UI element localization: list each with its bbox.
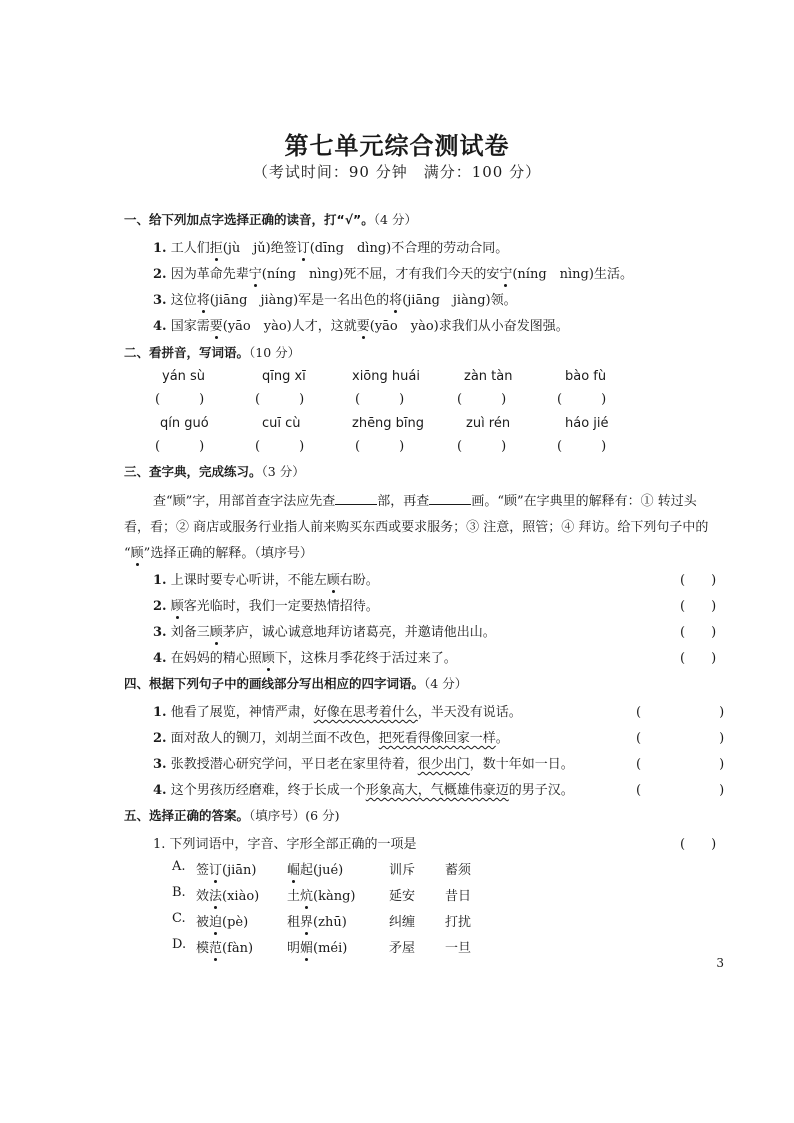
section-2-score: （10 分） bbox=[249, 345, 301, 360]
pinyin-prompt: yán sù bbox=[162, 369, 206, 384]
dotted-char: 订 bbox=[297, 237, 310, 256]
answer-blank[interactable]: ( ) bbox=[457, 439, 507, 454]
dotted-char: 订 bbox=[209, 859, 222, 878]
option-c-word-4: 打扰 bbox=[445, 915, 472, 930]
section-4-heading bbox=[124, 674, 467, 692]
pinyin-choice[interactable]: (jiāng jiàng)领。 bbox=[402, 293, 517, 308]
section-4-title: 四、根据下列句子中的画线部分写出相应的四字词语。 bbox=[124, 676, 425, 691]
text: 效 bbox=[196, 889, 210, 904]
answer-paren[interactable]: ( ) bbox=[636, 731, 725, 746]
answer-paren[interactable]: ( ) bbox=[680, 573, 717, 588]
text: (jiān) bbox=[222, 863, 257, 878]
text: ，数十年如一日。 bbox=[469, 757, 574, 772]
s3-paragraph-line-2: 看，看；② 商店或服务行业指人前来购买东西或要求服务；③ 注意，照管；④ 拜访。给下列句子中的 bbox=[124, 520, 709, 535]
text: 张教授潜心研究学问，平日老在家里待着， bbox=[170, 757, 418, 772]
question-number: 3. bbox=[153, 293, 167, 308]
stroke-count-blank[interactable] bbox=[429, 492, 471, 505]
section-4-score: （4 分） bbox=[424, 676, 468, 691]
question-number: 2. bbox=[153, 731, 167, 746]
answer-paren[interactable]: ( ) bbox=[636, 757, 725, 772]
dotted-char: 炕 bbox=[300, 885, 313, 904]
underlined-phrase: 把死看得像回家一样 bbox=[378, 731, 496, 746]
text: (fàn) bbox=[222, 941, 254, 956]
pinyin-choice[interactable]: (jù jǔ)绝签 bbox=[222, 241, 297, 256]
dotted-char: 范 bbox=[209, 937, 222, 956]
text: (zhū) bbox=[313, 915, 347, 930]
answer-blank[interactable]: ( ) bbox=[155, 439, 205, 454]
underlined-phrase: 很少出门 bbox=[417, 757, 470, 772]
option-a-word-4: 蓄须 bbox=[445, 863, 472, 878]
text: 因为革命先辈 bbox=[170, 267, 249, 282]
dotted-char: 宁 bbox=[249, 263, 262, 282]
section-1-title: 一、给下列加点字选择正确的读音，打“√”。 bbox=[124, 212, 374, 227]
dotted-char: 界 bbox=[300, 911, 313, 930]
pinyin-choice[interactable]: (dīng dìng)不合理的劳动合同。 bbox=[309, 241, 509, 256]
text: 面对敌人的铡刀，刘胡兰面不改色， bbox=[170, 731, 379, 746]
answer-blank[interactable]: ( ) bbox=[155, 392, 205, 407]
question-number: 1. bbox=[153, 573, 167, 588]
dotted-char: 将 bbox=[197, 289, 210, 308]
section-1-heading bbox=[124, 210, 417, 228]
pinyin-choice[interactable]: (níng nìng)死不屈，才有我们今天的安 bbox=[261, 267, 500, 282]
section-3-score: （3 分） bbox=[261, 464, 305, 479]
text: 。 bbox=[495, 731, 509, 746]
option-c-word-2 bbox=[287, 911, 347, 930]
option-a-word-1 bbox=[196, 859, 257, 878]
text: 部，再查 bbox=[377, 494, 430, 509]
pinyin-prompt: qín guó bbox=[160, 416, 209, 431]
section-5-score: （填序号）(6 分) bbox=[249, 808, 340, 823]
text: 签 bbox=[196, 863, 210, 878]
answer-blank[interactable]: ( ) bbox=[255, 392, 305, 407]
answer-blank[interactable]: ( ) bbox=[557, 439, 607, 454]
s3-paragraph-line-3 bbox=[124, 542, 313, 561]
s5-question-1: 1. 下列词语中，字音、字形全部正确的一项是 bbox=[153, 837, 417, 852]
section-3-title: 三、查字典，完成练习。 bbox=[124, 464, 262, 479]
dotted-char: 宁 bbox=[499, 263, 512, 282]
option-c-word-1 bbox=[196, 911, 248, 930]
answer-blank[interactable]: ( ) bbox=[255, 439, 305, 454]
answer-blank[interactable]: ( ) bbox=[355, 392, 405, 407]
answer-blank[interactable]: ( ) bbox=[457, 392, 507, 407]
text: 他看了展览，神情严肃， bbox=[170, 705, 314, 720]
text: 明 bbox=[287, 941, 301, 956]
section-3-heading bbox=[124, 462, 305, 480]
text: 客光临时，我们一定要热情招待。 bbox=[183, 599, 379, 614]
question-number: 1. bbox=[153, 705, 167, 720]
question-number: 3. bbox=[153, 625, 167, 640]
text: 在妈妈的精心照 bbox=[170, 651, 262, 666]
text: (xiào) bbox=[222, 889, 260, 904]
dotted-char: 迫 bbox=[209, 911, 222, 930]
question-number: 4. bbox=[153, 651, 167, 666]
pinyin-prompt: qīng xī bbox=[262, 369, 306, 384]
section-2-heading bbox=[124, 343, 300, 361]
text: ，半天没有说话。 bbox=[417, 705, 522, 720]
option-b-word-4: 昔日 bbox=[445, 889, 472, 904]
dotted-char: 顾 bbox=[210, 621, 223, 640]
option-d-word-3: 矛屋 bbox=[389, 941, 416, 956]
radical-blank[interactable] bbox=[335, 492, 377, 505]
text: 土 bbox=[287, 889, 301, 904]
dotted-char: 要 bbox=[210, 315, 223, 334]
dotted-char: 要 bbox=[357, 315, 370, 334]
text: 模 bbox=[196, 941, 210, 956]
text: 查“顾”字，用部首查字法应先查 bbox=[153, 494, 336, 509]
pinyin-prompt: cuī cù bbox=[262, 416, 301, 431]
option-a-label[interactable]: A. bbox=[172, 859, 186, 874]
text: 工人们 bbox=[170, 241, 210, 256]
answer-paren[interactable]: ( ) bbox=[636, 705, 725, 720]
question-number: 1. bbox=[153, 241, 167, 256]
text: 画。“顾”在字典里的解释有：① 转过头 bbox=[471, 494, 697, 509]
underlined-phrase: 好像在思考着什么 bbox=[313, 705, 418, 720]
exam-info: （考试时间：90 分钟 满分：100 分） bbox=[252, 163, 542, 181]
pinyin-choice[interactable]: (yāo yào)求我们从小奋发图强。 bbox=[369, 319, 569, 334]
text: 被 bbox=[196, 915, 210, 930]
answer-paren[interactable]: ( ) bbox=[680, 599, 717, 614]
dotted-char: 将 bbox=[389, 289, 402, 308]
text: ”选择正确的解释。（填序号） bbox=[143, 546, 313, 561]
text: (méi) bbox=[313, 941, 348, 956]
text: (pè) bbox=[222, 915, 249, 930]
option-d-word-2 bbox=[287, 937, 347, 956]
s4-item-2 bbox=[153, 727, 509, 746]
option-b-word-3: 延安 bbox=[389, 889, 416, 904]
text: 起(jué) bbox=[300, 863, 344, 878]
pinyin-prompt: xiōng huái bbox=[352, 369, 420, 384]
section-2-title: 二、看拼音，写词语。 bbox=[124, 345, 250, 360]
dotted-char: 法 bbox=[209, 885, 222, 904]
text: 下，这株月季花终于活过来了。 bbox=[274, 651, 457, 666]
text: 刘备三 bbox=[170, 625, 210, 640]
option-a-word-2 bbox=[287, 859, 343, 878]
pinyin-choice[interactable]: (jiāng jiàng)军是一名出色的 bbox=[209, 293, 390, 308]
section-5-title: 五、选择正确的答案。 bbox=[124, 808, 250, 823]
option-c-label[interactable]: C. bbox=[172, 911, 186, 926]
dotted-char: 顾 bbox=[131, 542, 144, 561]
option-d-label[interactable]: D. bbox=[172, 937, 187, 952]
dotted-char: 顾 bbox=[327, 569, 340, 588]
text: (kàng) bbox=[313, 889, 356, 904]
s4-item-3 bbox=[153, 753, 574, 772]
question-number: 4. bbox=[153, 319, 167, 334]
s1-question-3 bbox=[153, 289, 517, 308]
answer-paren[interactable]: ( ) bbox=[636, 783, 725, 798]
answer-paren[interactable]: ( ) bbox=[680, 651, 717, 666]
text: 租 bbox=[287, 915, 301, 930]
dotted-char: 拒 bbox=[210, 237, 223, 256]
s1-question-1 bbox=[153, 237, 508, 256]
text: 这位 bbox=[170, 293, 197, 308]
dotted-char: 崛 bbox=[287, 859, 300, 878]
underlined-phrase: 形象高大，气概雄伟豪迈 bbox=[365, 783, 509, 798]
text: “ bbox=[124, 546, 131, 561]
pinyin-prompt: zhēng bīng bbox=[352, 416, 425, 431]
dotted-char: 顾 bbox=[171, 595, 184, 614]
dotted-char: 媚 bbox=[300, 937, 313, 956]
s3-item-4 bbox=[153, 647, 457, 666]
text: 的男子汉。 bbox=[508, 783, 574, 798]
question-number: 3. bbox=[153, 757, 167, 772]
pinyin-choice[interactable]: (yāo yào)人才，这就 bbox=[222, 319, 357, 334]
s3-item-1 bbox=[153, 569, 379, 588]
pinyin-prompt: zàn tàn bbox=[464, 369, 513, 384]
answer-blank[interactable]: ( ) bbox=[355, 439, 405, 454]
section-1-score: （4 分） bbox=[373, 212, 417, 227]
text: 国家需 bbox=[170, 319, 210, 334]
pinyin-prompt: háo jié bbox=[565, 416, 609, 431]
option-c-word-3: 纠缠 bbox=[389, 915, 416, 930]
option-b-word-2 bbox=[287, 885, 356, 904]
text: 上课时要专心听讲，不能左 bbox=[170, 573, 327, 588]
option-b-label[interactable]: B. bbox=[172, 885, 186, 900]
s1-question-4 bbox=[153, 315, 569, 334]
s3-item-3 bbox=[153, 621, 496, 640]
text: 右盼。 bbox=[339, 573, 379, 588]
text: 茅庐，诚心诚意地拜访诸葛亮，并邀请他出山。 bbox=[222, 625, 496, 640]
question-number: 4. bbox=[153, 783, 167, 798]
pinyin-choice[interactable]: (níng nìng)生活。 bbox=[512, 267, 633, 282]
question-number: 2. bbox=[153, 599, 167, 614]
option-d-word-1 bbox=[196, 937, 253, 956]
s4-item-4 bbox=[153, 779, 574, 798]
s3-item-2 bbox=[153, 595, 379, 614]
section-5-heading bbox=[124, 806, 339, 824]
answer-paren[interactable]: ( ) bbox=[680, 625, 717, 640]
option-a-word-3: 训斥 bbox=[389, 863, 416, 878]
option-b-word-1 bbox=[196, 885, 259, 904]
page-number: 3 bbox=[716, 956, 724, 970]
answer-paren[interactable]: ( ) bbox=[680, 837, 717, 852]
pinyin-prompt: bào fù bbox=[565, 369, 607, 384]
option-d-word-4: 一旦 bbox=[445, 941, 472, 956]
text: 这个男孩历经磨难，终于长成一个 bbox=[170, 783, 366, 798]
s4-item-1 bbox=[153, 701, 522, 720]
s3-paragraph-line-1 bbox=[153, 490, 697, 509]
dotted-char: 顾 bbox=[262, 647, 275, 666]
pinyin-prompt: zuì rén bbox=[466, 416, 511, 431]
question-number: 2. bbox=[153, 267, 167, 282]
s1-question-2 bbox=[153, 263, 633, 282]
page-title: 第七单元综合测试卷 bbox=[284, 131, 510, 160]
answer-blank[interactable]: ( ) bbox=[557, 392, 607, 407]
